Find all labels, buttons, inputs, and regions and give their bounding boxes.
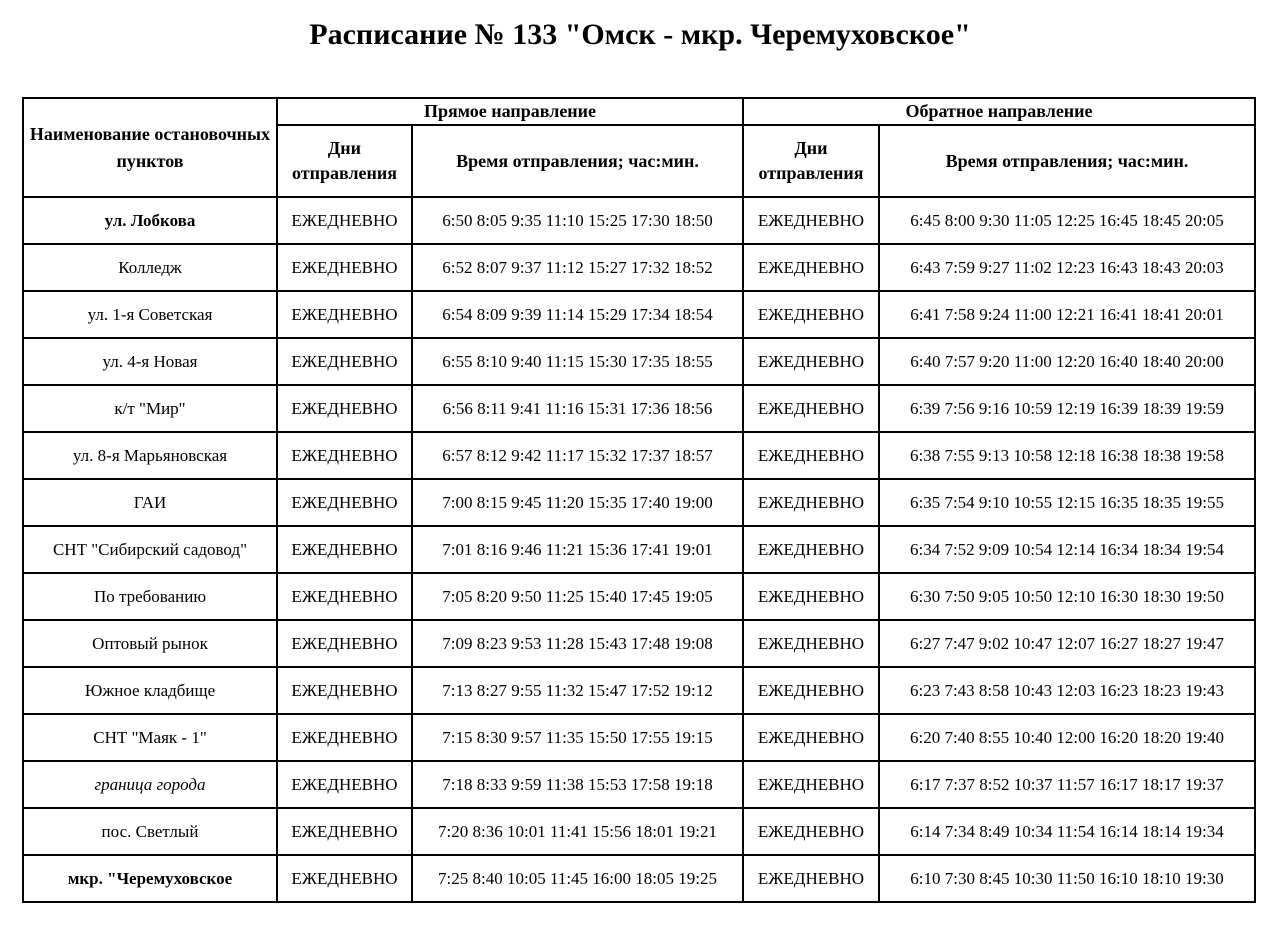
forward-days: ЕЖЕДНЕВНО	[277, 526, 412, 573]
forward-days: ЕЖЕДНЕВНО	[277, 432, 412, 479]
forward-times: 7:13 8:27 9:55 11:32 15:47 17:52 19:12	[412, 667, 743, 714]
forward-days: ЕЖЕДНЕВНО	[277, 761, 412, 808]
forward-days: ЕЖЕДНЕВНО	[277, 244, 412, 291]
page-title: Расписание № 133 "Омск - мкр. Черемуховское"	[309, 18, 971, 51]
stop-name: ГАИ	[23, 479, 277, 526]
backward-times: 6:45 8:00 9:30 11:05 12:25 16:45 18:45 20:05	[879, 197, 1255, 244]
forward-times: 6:55 8:10 9:40 11:15 15:30 17:35 18:55	[412, 338, 743, 385]
table-row	[23, 244, 1255, 291]
forward-times: 7:00 8:15 9:45 11:20 15:35 17:40 19:00	[412, 479, 743, 526]
stop-name: к/т "Мир"	[23, 385, 277, 432]
backward-times: 6:17 7:37 8:52 10:37 11:57 16:17 18:17 19:37	[879, 761, 1255, 808]
backward-days: ЕЖЕДНЕВНО	[743, 338, 879, 385]
backward-times: 6:35 7:54 9:10 10:55 12:15 16:35 18:35 19:55	[879, 479, 1255, 526]
table-row	[23, 479, 1255, 526]
forward-times: 7:01 8:16 9:46 11:21 15:36 17:41 19:01	[412, 526, 743, 573]
stop-name-header: Наименование остановочных пунктов	[23, 98, 277, 197]
backward-days: ЕЖЕДНЕВНО	[743, 526, 879, 573]
stop-name: пос. Светлый	[23, 808, 277, 855]
backward-times: 6:14 7:34 8:49 10:34 11:54 16:14 18:14 19:34	[879, 808, 1255, 855]
stop-name: СНТ "Маяк - 1"	[23, 714, 277, 761]
backward-days: ЕЖЕДНЕВНО	[743, 667, 879, 714]
forward-days: ЕЖЕДНЕВНО	[277, 855, 412, 902]
forward-times: 6:50 8:05 9:35 11:10 15:25 17:30 18:50	[412, 197, 743, 244]
backward-days: ЕЖЕДНЕВНО	[743, 761, 879, 808]
stop-name: СНТ "Сибирский садовод"	[23, 526, 277, 573]
backward-days: ЕЖЕДНЕВНО	[743, 385, 879, 432]
forward-days: ЕЖЕДНЕВНО	[277, 338, 412, 385]
backward-direction-header: Обратное направление	[743, 98, 1255, 125]
forward-times: 7:25 8:40 10:05 11:45 16:00 18:05 19:25	[412, 855, 743, 902]
forward-times: 7:09 8:23 9:53 11:28 15:43 17:48 19:08	[412, 620, 743, 667]
schedule-table	[22, 97, 1256, 903]
table-row	[23, 197, 1255, 244]
table-row	[23, 808, 1255, 855]
forward-days: ЕЖЕДНЕВНО	[277, 291, 412, 338]
table-row	[23, 385, 1255, 432]
forward-days: ЕЖЕДНЕВНО	[277, 479, 412, 526]
table-row	[23, 573, 1255, 620]
stop-name: мкр. "Черемуховское	[23, 855, 277, 902]
backward-times: 6:10 7:30 8:45 10:30 11:50 16:10 18:10 19:30	[879, 855, 1255, 902]
backward-days: ЕЖЕДНЕВНО	[743, 479, 879, 526]
forward-times: 6:54 8:09 9:39 11:14 15:29 17:34 18:54	[412, 291, 743, 338]
backward-times: 6:40 7:57 9:20 11:00 12:20 16:40 18:40 20:00	[879, 338, 1255, 385]
backward-days: ЕЖЕДНЕВНО	[743, 291, 879, 338]
backward-days-header: Дни отправления	[743, 125, 879, 197]
table-row	[23, 338, 1255, 385]
table-row	[23, 714, 1255, 761]
stop-name: Оптовый рынок	[23, 620, 277, 667]
forward-direction-header: Прямое направление	[277, 98, 743, 125]
table-row	[23, 432, 1255, 479]
backward-times: 6:41 7:58 9:24 11:00 12:21 16:41 18:41 20:01	[879, 291, 1255, 338]
stop-name: Колледж	[23, 244, 277, 291]
forward-times: 6:56 8:11 9:41 11:16 15:31 17:36 18:56	[412, 385, 743, 432]
forward-days: ЕЖЕДНЕВНО	[277, 808, 412, 855]
forward-days: ЕЖЕДНЕВНО	[277, 714, 412, 761]
backward-times: 6:20 7:40 8:55 10:40 12:00 16:20 18:20 19:40	[879, 714, 1255, 761]
forward-days: ЕЖЕДНЕВНО	[277, 385, 412, 432]
stop-name: Южное кладбище	[23, 667, 277, 714]
forward-times: 7:15 8:30 9:57 11:35 15:50 17:55 19:15	[412, 714, 743, 761]
forward-times: 7:05 8:20 9:50 11:25 15:40 17:45 19:05	[412, 573, 743, 620]
forward-days-header: Дни отправления	[277, 125, 412, 197]
backward-times: 6:43 7:59 9:27 11:02 12:23 16:43 18:43 20:03	[879, 244, 1255, 291]
forward-time-header: Время отправления; час:мин.	[412, 125, 743, 197]
forward-times: 6:52 8:07 9:37 11:12 15:27 17:32 18:52	[412, 244, 743, 291]
table-row	[23, 667, 1255, 714]
stop-name: По требованию	[23, 573, 277, 620]
backward-days: ЕЖЕДНЕВНО	[743, 620, 879, 667]
forward-times: 7:20 8:36 10:01 11:41 15:56 18:01 19:21	[412, 808, 743, 855]
forward-days: ЕЖЕДНЕВНО	[277, 197, 412, 244]
table-row	[23, 291, 1255, 338]
backward-days: ЕЖЕДНЕВНО	[743, 808, 879, 855]
forward-days: ЕЖЕДНЕВНО	[277, 667, 412, 714]
forward-days: ЕЖЕДНЕВНО	[277, 620, 412, 667]
table-row	[23, 761, 1255, 808]
table-row	[23, 620, 1255, 667]
backward-times: 6:39 7:56 9:16 10:59 12:19 16:39 18:39 19:59	[879, 385, 1255, 432]
table-row	[23, 526, 1255, 573]
backward-times: 6:34 7:52 9:09 10:54 12:14 16:34 18:34 19:54	[879, 526, 1255, 573]
backward-days: ЕЖЕДНЕВНО	[743, 855, 879, 902]
forward-times: 7:18 8:33 9:59 11:38 15:53 17:58 19:18	[412, 761, 743, 808]
table-row	[23, 855, 1255, 902]
backward-time-header: Время отправления; час:мин.	[879, 125, 1255, 197]
backward-times: 6:30 7:50 9:05 10:50 12:10 16:30 18:30 19:50	[879, 573, 1255, 620]
forward-times: 6:57 8:12 9:42 11:17 15:32 17:37 18:57	[412, 432, 743, 479]
backward-days: ЕЖЕДНЕВНО	[743, 244, 879, 291]
stop-name: ул. 4-я Новая	[23, 338, 277, 385]
backward-days: ЕЖЕДНЕВНО	[743, 714, 879, 761]
stop-name: ул. Лобкова	[23, 197, 277, 244]
backward-times: 6:23 7:43 8:58 10:43 12:03 16:23 18:23 19:43	[879, 667, 1255, 714]
stop-name: ул. 1-я Советская	[23, 291, 277, 338]
backward-days: ЕЖЕДНЕВНО	[743, 573, 879, 620]
backward-days: ЕЖЕДНЕВНО	[743, 197, 879, 244]
backward-days: ЕЖЕДНЕВНО	[743, 432, 879, 479]
stop-name: граница города	[23, 761, 277, 808]
forward-days: ЕЖЕДНЕВНО	[277, 573, 412, 620]
backward-times: 6:27 7:47 9:02 10:47 12:07 16:27 18:27 19:47	[879, 620, 1255, 667]
stop-name: ул. 8-я Марьяновская	[23, 432, 277, 479]
backward-times: 6:38 7:55 9:13 10:58 12:18 16:38 18:38 19:58	[879, 432, 1255, 479]
